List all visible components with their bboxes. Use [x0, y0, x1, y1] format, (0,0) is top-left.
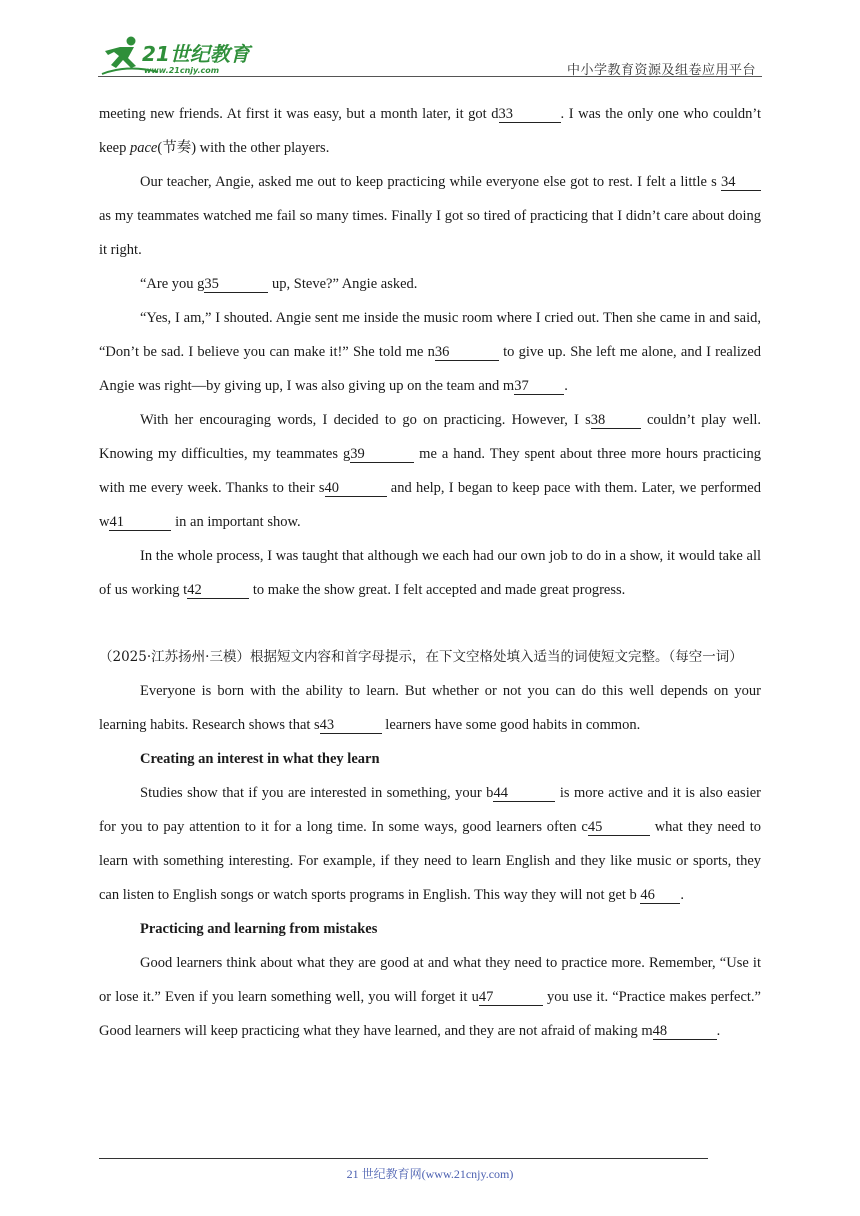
passage1-paragraph-6: In the whole process, I was taught that although we each had our own job to do in a show, it would take all of us working t42 to make the show great. I felt accepted and made great progress.: [99, 548, 761, 598]
section-heading-practice: Practicing and learning from mistakes: [140, 921, 378, 937]
blank-42: 42: [187, 583, 249, 599]
passage2-paragraph-1: Everyone is born with the ability to learn. But whether or not you can do this well depends on your learning habits. Research shows that s43 learners have some good habits in common.: [99, 683, 761, 733]
blank-35: 35: [204, 277, 268, 293]
instruction-text: （2025·江苏扬州·三模）根据短文内容和首字母提示，在下文空格处填入适当的词使短文完整。（每空一词）: [99, 649, 743, 665]
blank-39: 39: [350, 447, 414, 463]
passage1-paragraph-5: With her encouraging words, I decided to go on practicing. However, I s38 couldn’t play well. Knowing my difficulties, my teammates g39 me a hand. They spent about three more hours practicing with me every week. Thanks to their s40 and help, I began to keep pace with them. Later, we performed w41 in an important show.: [99, 412, 762, 530]
blank-34: 34: [721, 175, 761, 191]
footer-divider: [99, 1158, 708, 1159]
logo-url: www.21cnjy.com: [144, 66, 220, 75]
blank-43: 43: [320, 718, 382, 734]
logo-text: 21世纪教育: [142, 42, 250, 66]
passage1-paragraph-4: “Yes, I am,” I shouted. Angie sent me inside the music room where I cried out. Then she came in and said, “Don’t be sad. I believe you can make it!” She told me n36 to give up. She left me alone, and I realized Angie was right—by giving up, I was also giving up on the team and m37 .: [99, 310, 762, 394]
blank-47: 47: [479, 990, 543, 1006]
blank-33: 33: [499, 107, 561, 123]
blank-38: 38: [591, 413, 641, 429]
blank-37: 37: [514, 379, 564, 395]
passage1-paragraph-1: meeting new friends. At first it was easy, but a month later, it got d33 . I was the only one who couldn’t keep pace(节奏) with the other players.: [99, 106, 761, 156]
passage1-paragraph-3: “Are you g35 up, Steve?” Angie asked.: [140, 276, 418, 292]
blank-48: 48: [653, 1024, 717, 1040]
header-divider: [98, 76, 762, 77]
footer-text: 21 世纪教育网(www.21cnjy.com): [346, 1167, 514, 1181]
logo-21cnjy: [98, 34, 268, 76]
blank-41: 41: [109, 515, 171, 531]
blank-45: 45: [588, 820, 650, 836]
document-body: [99, 97, 761, 1048]
passage2-paragraph-2: Studies show that if you are interested in something, your b44 is more active and it is also easier for you to pay attention to it for a long time. In some ways, good learners often c45 what they need to learn with something interesting. For example, if they need to learn English and they like music or sports, they can listen to English songs or watch sports programs in English. This way they will not get b 46 .: [99, 785, 761, 903]
section-heading-interest: Creating an interest in what they learn: [140, 751, 380, 767]
page-header: [98, 30, 762, 78]
passage2-paragraph-3: Good learners think about what they are good at and what they need to practice more. Remember, “Use it or lose it.” Even if you learn something well, you will forget it u47 you use it. “Practice makes perfect.” Good learners will keep practicing what they have learned, and they are not afraid of making m48 .: [99, 955, 761, 1039]
passage1-paragraph-2: Our teacher, Angie, asked me out to keep practicing while everyone else got to rest. I felt a little s 34 as my teammates watched me fail so many times. Finally I got so tired of practicing that I didn’t care about doing it right.: [99, 174, 761, 258]
blank-40: 40: [325, 481, 387, 497]
platform-title: 中小学教育资源及组卷应用平台: [566, 63, 756, 78]
blank-46: 46: [640, 888, 680, 904]
blank-36: 36: [435, 345, 499, 361]
blank-44: 44: [493, 786, 555, 802]
